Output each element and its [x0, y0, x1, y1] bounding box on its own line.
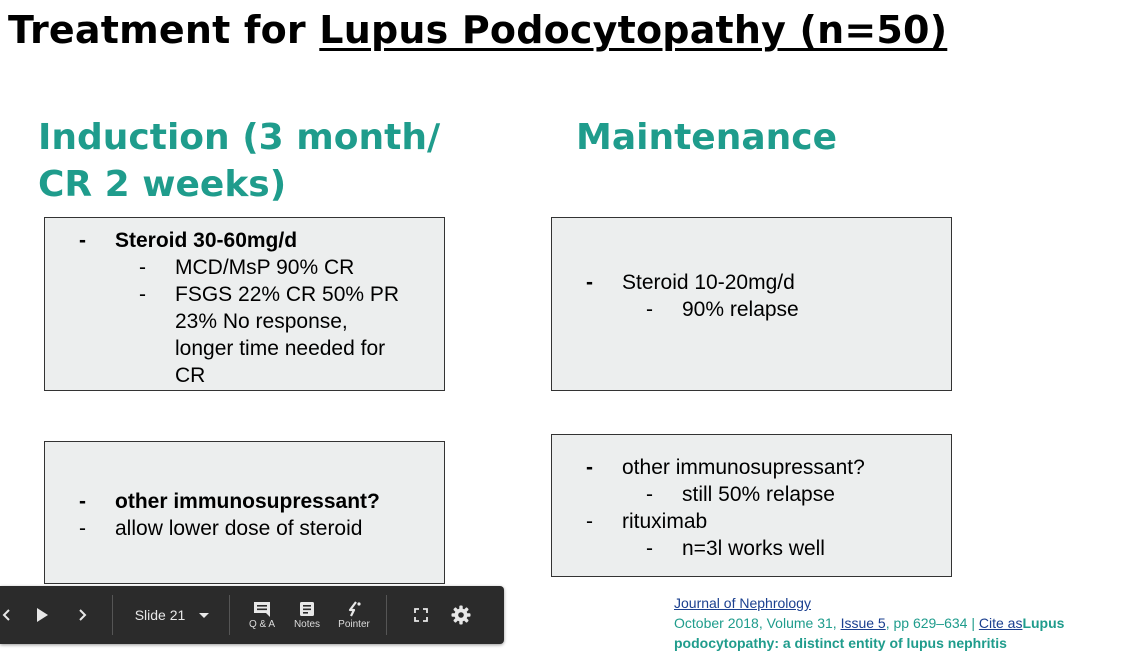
pointer-label: Pointer: [338, 618, 370, 630]
article-title-part2: podocytopathy: a distinct entity of lupus nephritis: [674, 635, 1007, 651]
slide-title: [8, 8, 947, 52]
induction-immuno-question: other immunosupressant?: [115, 490, 380, 513]
presentation-toolbar: [0, 586, 504, 644]
maintenance-rituximab: rituximab: [622, 510, 708, 533]
title-underlined: Lupus Podocytopathy (n=50): [319, 8, 948, 52]
list-item: - Steroid 30-60mg/d: [79, 229, 298, 252]
dropdown-arrow-icon: [185, 607, 211, 623]
list-item: - other immunosupressant?: [79, 490, 380, 513]
induction-fsgs-line1: FSGS 22% CR 50% PR: [175, 283, 400, 306]
citation-text-1: October 2018, Volume 31,: [674, 615, 841, 631]
list-item: - FSGS 22% CR 50% PR 23% No response, longer time needed for CR: [45, 281, 444, 389]
induction-steroid-box: [44, 217, 445, 391]
journal-link[interactable]: Journal of Nephrology: [674, 595, 811, 611]
maintenance-steroid-dose: Steroid 10-20mg/d: [622, 271, 795, 294]
list-item: - n=3l works well: [646, 537, 825, 560]
qa-label: Q & A: [248, 618, 276, 630]
slide-number: Slide 21: [134, 607, 186, 623]
maintenance-relapse-rate: 90% relapse: [682, 298, 799, 321]
list-item: - other immunosupressant?: [586, 456, 865, 479]
laser-pointer-icon: [345, 601, 363, 617]
slide-selector[interactable]: [122, 586, 224, 644]
chevron-right-icon: [77, 607, 89, 623]
maintenance-steroid-box: [551, 217, 952, 391]
maintenance-immuno-box: [551, 434, 952, 577]
list-item: - still 50% relapse: [646, 483, 835, 506]
pointer-button[interactable]: [333, 586, 375, 644]
notes-icon: [299, 601, 315, 617]
fullscreen-icon: [414, 608, 428, 622]
induction-mcd-result: MCD/MsP 90% CR: [175, 256, 355, 279]
maintenance-rituximab-result: n=3l works well: [682, 537, 825, 560]
maintenance-immuno-question: other immunosupressant?: [622, 456, 865, 479]
previous-icon[interactable]: [0, 586, 12, 644]
notes-label: Notes: [293, 618, 321, 630]
maintenance-heading: Maintenance: [576, 117, 838, 158]
title-prefix: Treatment for: [8, 8, 320, 52]
induction-fsgs-line3: longer time needed for: [175, 337, 386, 360]
list-item: - MCD/MsP 90% CR: [139, 256, 355, 279]
toolbar-divider: [112, 595, 113, 635]
list-item: - rituximab: [586, 510, 708, 533]
induction-fsgs-line4: CR: [175, 364, 206, 387]
issue-link[interactable]: Issue 5: [840, 615, 886, 631]
cite-as-link[interactable]: Cite as: [978, 615, 1023, 631]
gear-icon: [451, 605, 471, 625]
citation-text-2: , pp 629–634 |: [885, 615, 979, 631]
settings-button[interactable]: [446, 586, 476, 644]
notes-button[interactable]: [287, 586, 327, 644]
induction-heading-line2: CR 2 weeks): [38, 164, 287, 205]
induction-heading: [38, 114, 440, 208]
qa-icon: [253, 601, 271, 617]
induction-immuno-box: [44, 441, 445, 584]
maintenance-immuno-relapse: still 50% relapse: [682, 483, 835, 506]
induction-fsgs-line2: 23% No response,: [175, 310, 348, 333]
toolbar-divider: [229, 595, 230, 635]
qa-button[interactable]: [244, 586, 280, 644]
citation: [674, 593, 1144, 653]
induction-lower-dose: allow lower dose of steroid: [115, 517, 363, 540]
induction-heading-line1: Induction (3 month/: [38, 117, 441, 158]
play-button[interactable]: [28, 586, 56, 644]
list-item: - Steroid 10-20mg/d: [586, 271, 795, 294]
article-title-part1: Lupus: [1022, 615, 1065, 631]
list-item: - 90% relapse: [646, 298, 799, 321]
play-icon: [35, 607, 49, 623]
list-item: - allow lower dose of steroid: [79, 517, 363, 540]
fullscreen-button[interactable]: [406, 586, 436, 644]
toolbar-divider: [386, 595, 387, 635]
next-button[interactable]: [68, 586, 98, 644]
induction-steroid-dose: Steroid 30-60mg/d: [115, 229, 298, 252]
